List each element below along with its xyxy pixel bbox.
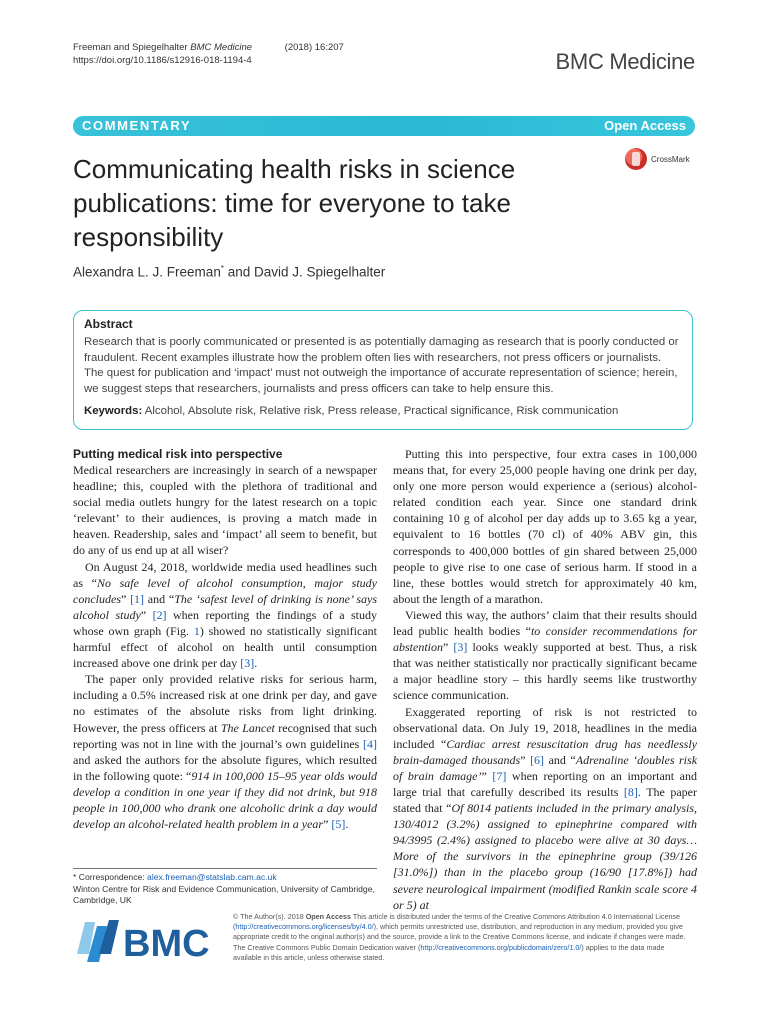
headline-quote: The ‘safest level of drinking is none’ says alcohol study	[73, 591, 378, 622]
article-title: Communicating health risks in science publications: time for everyone to take responsibility	[73, 154, 516, 252]
text-run: ”	[140, 607, 153, 622]
text-run: when reporting the findings of a study whose own graph (Fig.	[73, 607, 377, 638]
crossmark-label: CrossMark	[651, 154, 690, 164]
body-paragraph	[73, 671, 377, 832]
affiliation: Winton Centre for Risk and Evidence Communication, University of Cambridge, Cambridge, UK	[73, 883, 375, 905]
text-run: This article is distributed under the terms of the Creative Commons Attribution 4.0 International License (	[233, 912, 681, 932]
keywords-label: Keywords:	[84, 405, 143, 418]
text-run: and “	[544, 752, 576, 767]
reference-link[interactable]: [5]	[331, 817, 346, 832]
reference-link[interactable]: [6]	[530, 752, 545, 767]
text-run: .	[254, 656, 258, 671]
abstract-box	[73, 310, 693, 430]
body-column-left	[73, 446, 377, 832]
text-run: On August 24, 2018, worldwide media used headlines such as “	[73, 559, 377, 590]
author-name-rest[interactable]: and David J. Spiegelhalter	[223, 264, 386, 280]
reference-link[interactable]: [7]	[492, 768, 507, 783]
correspondence-line	[73, 872, 377, 884]
reference-link[interactable]: [3]	[453, 640, 468, 655]
text-run: when reporting on an important and large trial that carefully described its results	[393, 768, 697, 799]
text-run: recognised that such reporting was not in line with the journal’s own guidelines	[73, 720, 377, 751]
correspondence-footnote	[73, 868, 377, 907]
text-run: ”	[120, 591, 131, 606]
crossmark-button[interactable]	[625, 146, 695, 172]
text-run: ”	[520, 752, 531, 767]
reference-link[interactable]: [4]	[363, 736, 377, 751]
reference-link[interactable]: [1]	[130, 591, 145, 606]
article-type-bar	[73, 116, 695, 136]
quote: 914 in 100,000 15–95 year olds would develop a condition in one year if they did not drink, but 918 people in 100,000 who drank one alcoholic drink a day would develop an alcohol-related health problem in a year	[73, 768, 377, 832]
quote: Of 8014 patients included in the primary analysis, 130/4012 (3.2%) assigned to epinephrine compared with 94/3995 (2.4%) assigned to placebo were alive at 30 days… More of the survivors in the epinephrine group (39/126 [31.0%]) than in the placebo group (16/90 [17.8%]) had severe neurological impairment (modified Rankin scale score 4 or 5) at	[393, 801, 698, 912]
citation-year-volume: (2018) 16:207	[284, 42, 344, 53]
text-run: .	[345, 817, 349, 832]
license-link[interactable]: http://creativecommons.org/licenses/by/4.0/	[235, 922, 374, 932]
open-access-label: Open Access	[305, 912, 351, 921]
figure-link[interactable]: 1	[193, 623, 200, 638]
text-run: and asked the authors for the absolute figures, which resulted in the following quote: “	[73, 752, 377, 783]
text-run: The paper only provided relative risks for serious harm, including a 0.5% increased risk at one drink per day, and gave no estimates of the absolute risks from light drinking. However, the press officers at	[73, 672, 377, 735]
email-link[interactable]: alex.freeman@statslab.cam.ac.uk	[147, 872, 277, 882]
citation-block	[73, 41, 344, 67]
text-run: ), which permits unrestricted use, distribution, and reproduction in any medium, provided you give appropriate credit to the original author(s) and the source, provide a link to the Creative Commons license, and indicate if changes were made. The Creative Commons Public Domain Dedication waiver (	[233, 922, 686, 952]
text-run: ”	[481, 768, 493, 783]
text-run: Viewed this way, the authors’ claim that their results should lead public health bodies “	[393, 607, 697, 639]
waiver-link[interactable]: http://creativecommons.org/publicdomain/zero/1.0/	[420, 942, 582, 952]
text-run: and “	[144, 591, 175, 606]
keywords-line	[84, 404, 682, 419]
text-run: © The Author(s). 2018	[233, 912, 306, 921]
body-paragraph: Medical researchers are increasingly in search of a newspaper headline; this, coupled with the plethora of traditional and social media outlets hungry for the latest research on a topic ‘relevant’ to their audiences, is proving a match made in heaven. Readership, sales and ‘impact’ all seem to benefit, but do any of us end up at all wiser?	[73, 463, 377, 558]
section-heading: Putting medical risk into perspective	[73, 447, 283, 461]
crossmark-icon	[625, 148, 647, 170]
text-run: ”	[323, 817, 332, 832]
citation-authors: Freeman and Spiegelhalter	[73, 42, 188, 53]
open-access-label: Open Access	[604, 118, 686, 133]
headline-quote: Adrenaline ‘doubles risk of brain damage’	[393, 752, 698, 783]
corresponding-author-marker: *	[220, 264, 224, 273]
reference-link[interactable]: [8]	[623, 784, 638, 799]
abstract-heading: Abstract	[84, 317, 133, 331]
headline-quote: Cardiac arrest resuscitation drug has needlessly brain-damaged thousands	[393, 736, 697, 767]
bmc-logo	[73, 914, 223, 970]
keywords-list: Alcohol, Absolute risk, Relative risk, Press release, Practical significance, Risk communication	[144, 405, 619, 418]
body-paragraph	[73, 559, 377, 672]
bmc-logo-mark	[77, 920, 119, 962]
body-paragraph: Putting this into perspective, four extra cases in 100,000 means that, for every 25,000 people having one drink per day, only one more person would experience a (serious) alcohol-related condition each year. Since one standard drink containing 10 g of alcohol per day adds up to 3.65 kg a year, equivalent to 16 bottles (70 cl) of 40% ABV gin, this corresponds to 400,000 bottles of gin shared between 25,000 people to give rise to one case of serious harm. If stood in a line, these bottles would stretch for approximately 40 km, about the length of a marathon.	[393, 447, 697, 606]
body-paragraph	[393, 704, 697, 913]
body-paragraph	[393, 607, 697, 704]
text-run: ”	[443, 640, 454, 655]
abstract-text: Research that is poorly communicated or presented is as potentially damaging as research that is poorly conducted or fraudulent. Recent examples illustrate how the problem often lies with researchers, not press officers or journalists. The quest for publication and ‘impact’ must not outweigh the importance of accurate representation of science; herein, we suggest steps that researchers, journalists and press officers can take to help ensure this.	[84, 336, 679, 395]
citation-line	[73, 41, 344, 54]
text-run: ) showed no statistically significant harmful effect of alcohol on health until consumption increased above one drink per day	[73, 623, 377, 671]
text-run: looks weakly supported at best. Thus, a risk that was neither statistically nor practically significant became a major headline story – this hardly seems like trustworthy science communication.	[393, 640, 697, 703]
body-column-right	[393, 446, 697, 913]
quote: to consider recommendations for abstention	[393, 624, 697, 655]
journal-name: The Lancet	[220, 720, 275, 735]
reference-link[interactable]: [3]	[240, 656, 255, 671]
text-run: . The paper stated that “	[393, 784, 698, 816]
license-text	[233, 912, 693, 963]
text-run: Exaggerated reporting of risk is not restricted to observational data. On July 19, 2018, headlines in the media included “	[393, 704, 697, 751]
author-list	[73, 264, 385, 280]
author-name[interactable]: Alexandra L. J. Freeman	[73, 264, 221, 280]
text-run: ) applies to the data made available in this article, unless otherwise stated.	[233, 942, 665, 962]
citation-journal: BMC Medicine	[190, 42, 253, 53]
headline-quote: No safe level of alcohol consumption, major study concludes	[73, 575, 377, 606]
article-type-label: COMMENTARY	[82, 118, 192, 133]
reference-link[interactable]: [2]	[152, 607, 167, 622]
doi-link[interactable]: https://doi.org/10.1186/s12916-018-1194-4	[73, 55, 252, 66]
journal-brand: BMC Medicine	[555, 49, 695, 74]
bmc-logo-text: BMC	[123, 923, 210, 965]
correspondence-label: * Correspondence:	[73, 872, 148, 882]
